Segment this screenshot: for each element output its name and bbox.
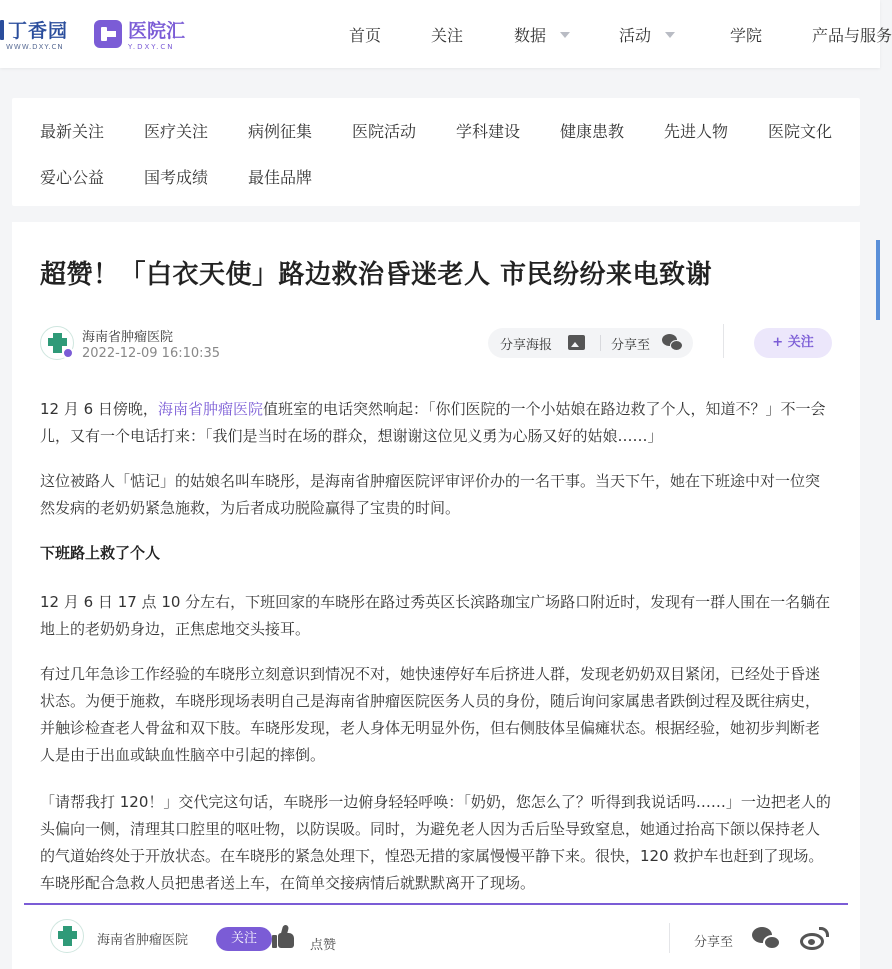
share-to-label: 分享至: [611, 338, 651, 353]
top-navigation-bar: [0, 0, 892, 68]
category-charity[interactable]: 爱心公益: [40, 168, 105, 187]
article-paragraph: 这位被路人「惦记」的姑娘名叫车晓彤，是海南省肿瘤医院评审评价办的一名干事。当天下午，她在下班途中对一位突然发病的老奶奶紧急施救，为后者成功脱险赢得了宝贵的时间。: [40, 472, 821, 517]
category-discipline[interactable]: 学科建设: [456, 122, 521, 141]
article-paragraph: 12 月 6 日 17 点 10 分左右，下班回家的车晓彤在路过秀英区长滨路珈宝广场路口附近时，发现有一群人围在一名躺在地上的老奶奶身边，正焦虑地交头接耳。: [40, 593, 831, 638]
dxy-logo-text: 丁香园: [8, 20, 69, 42]
nav-data-label: 数据: [514, 26, 547, 45]
hospital-link[interactable]: 海南省肿瘤医院: [157, 400, 263, 418]
weibo-icon[interactable]: [800, 927, 830, 951]
article-paragraph: [40, 396, 832, 450]
scrollbar-thumb[interactable]: [876, 240, 880, 320]
hospital-hub-logo-url: Y.DXY.CN: [128, 43, 175, 51]
share-divider: [600, 335, 601, 351]
dxy-logo-url: WWW.DXY.CN: [6, 43, 64, 51]
category-best-brand[interactable]: 最佳品牌: [248, 168, 313, 187]
category-medical[interactable]: 医疗关注: [144, 122, 209, 141]
category-health-education[interactable]: 健康患教: [560, 122, 625, 141]
nav-home[interactable]: [349, 23, 381, 46]
nav-products[interactable]: [812, 23, 892, 46]
image-icon[interactable]: [568, 335, 585, 350]
category-latest[interactable]: 最新关注: [40, 122, 105, 141]
share-to-label: 分享至: [694, 935, 734, 950]
hospital-hub-logo-icon: [94, 20, 122, 48]
nav-activities[interactable]: [619, 23, 675, 46]
divider: [669, 923, 670, 953]
category-national-exam[interactable]: 国考成绩: [144, 168, 209, 187]
category-panel: [12, 98, 860, 206]
share-box: [488, 328, 693, 358]
nav-data[interactable]: [514, 23, 570, 46]
author-name[interactable]: 海南省肿瘤医院: [82, 330, 174, 345]
article-paragraph: 有过几年急诊工作经验的车晓彤立刻意识到情况不对，她快速停好车后挤进人群，发现老奶奶双目紧闭，已经处于昏迷状态。为便于施救，车晓彤现场表明自己是海南省肿瘤医院医务人员的身份，随后询问家属患者跌倒过程及既往病史，并触诊检查老人骨盆和双下肢。车晓彤发现，老人身体无明显外伤，但右侧肢体呈偏瘫状态。根据经验，她初步判断老人是由于出血或缺血性脑卒中引起的摔倒。: [40, 665, 821, 764]
divider: [723, 324, 724, 358]
share-poster-button[interactable]: 分享海报: [500, 338, 553, 353]
article-panel: [12, 222, 860, 969]
category-hospital-activities[interactable]: 医院活动: [352, 122, 417, 141]
nav-products-label: 产品与服务: [812, 26, 892, 45]
nav-home-label: 首页: [349, 26, 382, 45]
nav-academy-label: 学院: [730, 26, 763, 45]
nav-follow[interactable]: [431, 23, 463, 46]
follow-button[interactable]: 关注: [216, 927, 272, 951]
like-button[interactable]: 点赞: [310, 938, 337, 953]
dxy-logo-mark-icon: [0, 20, 4, 40]
hospital-cross-bar: [48, 338, 67, 346]
publish-date: 2022-12-09 16:10:35: [82, 346, 221, 361]
author-avatar[interactable]: [40, 326, 74, 360]
hospital-hub-logo[interactable]: [94, 16, 185, 51]
nav-activities-label: 活动: [619, 26, 652, 45]
wechat-icon[interactable]: [662, 334, 684, 352]
category-case-collection[interactable]: 病例征集: [248, 122, 313, 141]
nav-follow-label: 关注: [431, 26, 464, 45]
author-avatar[interactable]: [50, 919, 84, 953]
paragraph-text: 值班室的电话突然响起：「你们医院的一个小姑娘在路边救了个人，知道不？」不一会儿，又有一个电话打来：「我们是当时在场的群众，想谢谢这位见义勇为心肠又好的姑娘……」: [40, 400, 826, 445]
thumbs-up-icon[interactable]: [272, 925, 296, 949]
verified-badge-icon: [62, 347, 74, 359]
wechat-icon[interactable]: [752, 927, 782, 951]
article-subheading: 下班路上救了个人: [40, 544, 161, 562]
article-paragraph: 「请帮我打 120！」交代完这句话，车晓彤一边俯身轻轻呼唤：「奶奶，您怎么了？听得到我说话吗……」一边把老人的头偏向一侧，清理其口腔里的呕吐物，以防误吸。同时，为避免老人因为舌后坠导致窒息，她通过抬高下颌以保持老人的气道始终处于开放状态。在车晓彤的紧急处理下，惶恐无措的家属慢慢平静下来。很快，120 救护车也赶到了现场。车晓彤配合急救人员把患者送上车，在简单交接病情后就默默离开了现场。: [40, 793, 831, 892]
article-title: 超赞！「白衣天使」路边救治昏迷老人 市民纷纷来电致谢: [40, 260, 713, 290]
category-hospital-culture[interactable]: 医院文化: [768, 122, 833, 141]
category-advanced-people[interactable]: 先进人物: [664, 122, 729, 141]
author-row: [40, 324, 832, 364]
author-name[interactable]: 海南省肿瘤医院: [97, 933, 189, 948]
hospital-hub-logo-text: 医院汇: [128, 20, 186, 42]
hospital-cross-bar: [58, 931, 77, 939]
chevron-down-icon: [560, 32, 570, 38]
dxy-logo[interactable]: [0, 16, 68, 52]
chevron-down-icon: [665, 32, 675, 38]
bottom-action-bar: [24, 903, 848, 969]
follow-button[interactable]: + 关注: [754, 328, 832, 358]
paragraph-text: 12 月 6 日傍晚，: [40, 400, 158, 418]
nav-academy[interactable]: [730, 23, 762, 46]
